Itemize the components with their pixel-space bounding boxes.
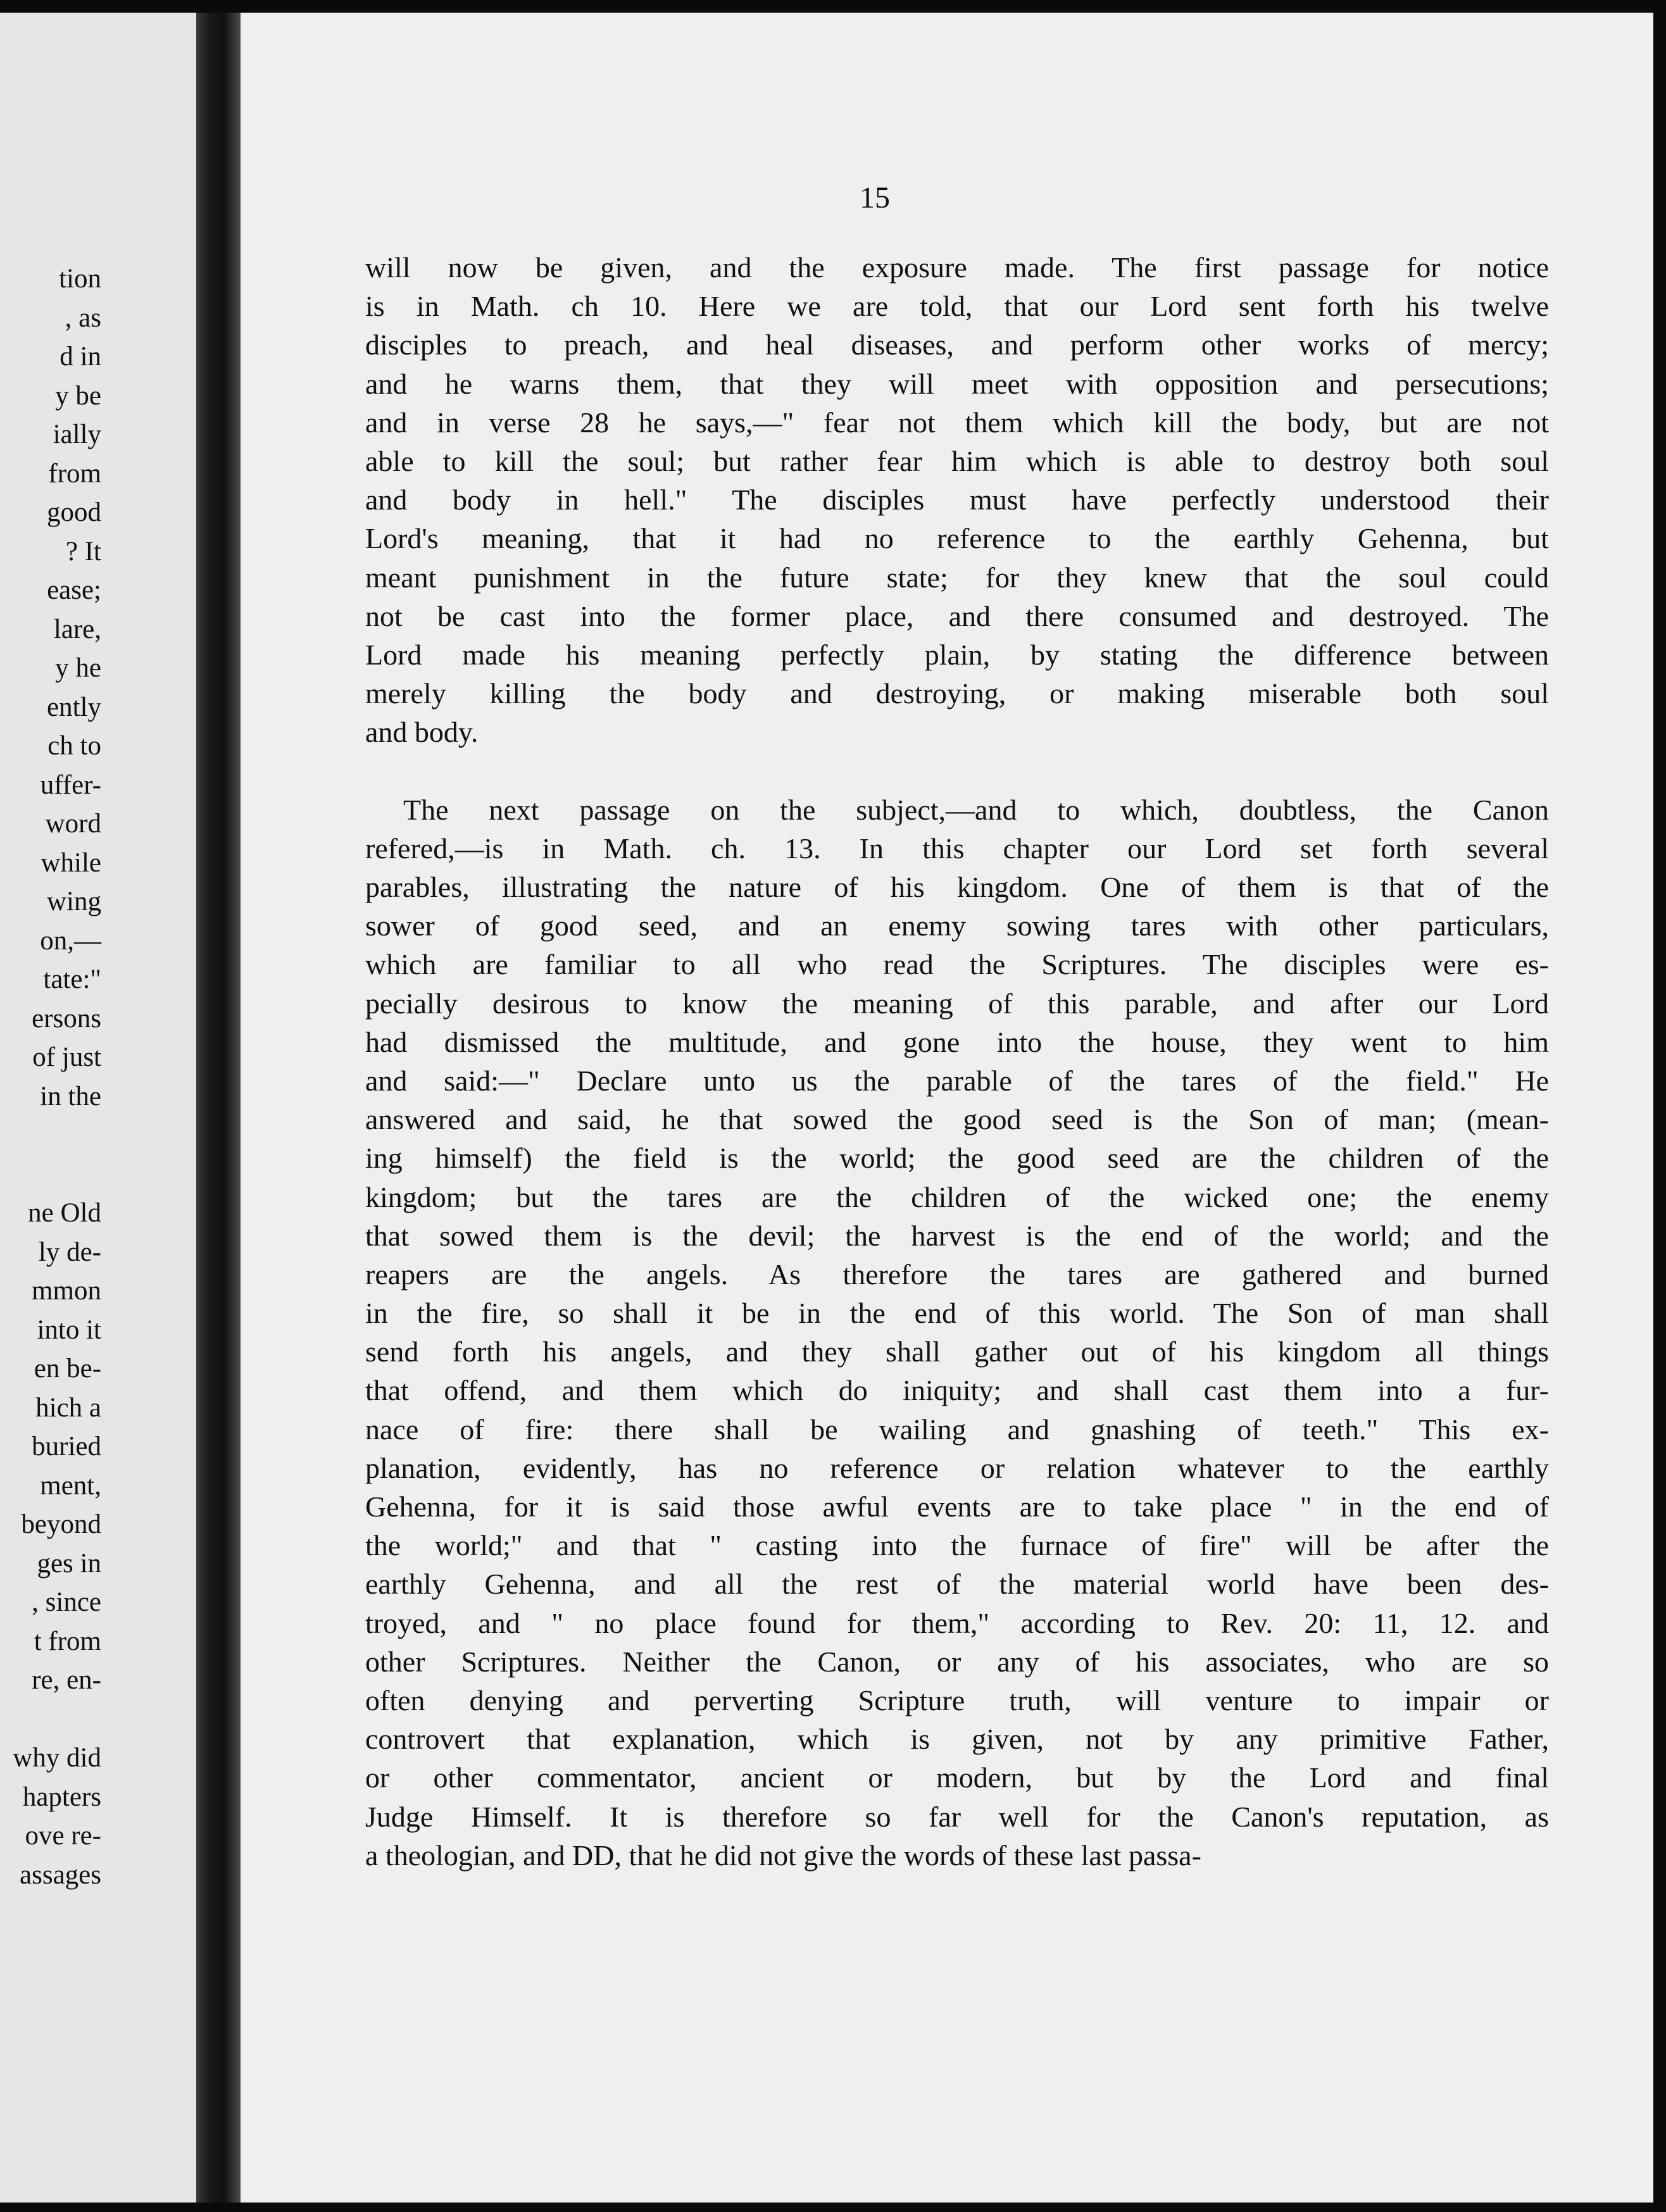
left-page-text	[0, 259, 101, 1894]
left-page-line: ment,	[40, 1470, 101, 1501]
left-page-line: ch to	[47, 731, 101, 761]
text-line: Gehenna, for it is said those awful events are to take place " in the end of	[365, 1490, 1549, 1523]
text-line: troyed, and " no place found for them," according to Rev. 20: 11, 12. and	[365, 1606, 1549, 1639]
left-page-line: re, en-	[32, 1665, 101, 1695]
text-line: send forth his angels, and they shall gather out of his kingdom all things	[365, 1335, 1549, 1368]
page-number: 15	[860, 181, 890, 215]
text-line: meant punishment in the future state; for they knew that the soul could	[365, 561, 1549, 594]
text-line: which are familiar to all who read the Scriptures. The disciples were es-	[365, 948, 1549, 981]
left-page-line: ne Old	[28, 1198, 101, 1228]
left-page-line: ially	[53, 420, 101, 449]
text-line: and said:—" Declare unto us the parable of the tares of the field." He	[365, 1064, 1549, 1097]
text-line: the world;" and that " casting into the furnace of fire" will be after the	[365, 1529, 1549, 1562]
paragraph	[365, 248, 1549, 751]
text-line: Lord made his meaning perfectly plain, by stating the difference between	[365, 638, 1549, 671]
left-page-line: tion	[59, 264, 101, 294]
text-line: other Scriptures. Neither the Canon, or any of his associates, who are so	[365, 1645, 1549, 1678]
text-line: and he warns them, that they will meet with opposition and persecutions;	[365, 367, 1549, 400]
left-page-line	[0, 1116, 101, 1155]
left-page-line: ently	[47, 692, 101, 722]
text-line: had dismissed the multitude, and gone into the house, they went to him	[365, 1025, 1549, 1058]
text-line: earthly Gehenna, and all the rest of the material world have been des-	[365, 1568, 1549, 1601]
text-line: parables, illustrating the nature of his kingdom. One of them is that of the	[365, 871, 1549, 903]
left-page-line: assages	[20, 1859, 101, 1890]
left-page-line: from	[48, 458, 101, 489]
text-line: answered and said, he that sowed the good seed is the Son of man; (mean-	[365, 1103, 1549, 1136]
left-page-line: uffer-	[40, 770, 101, 800]
left-page-line: ove re-	[25, 1821, 101, 1851]
left-page-line: , since	[32, 1587, 101, 1617]
text-line: reapers are the angels. As therefore the tares are gathered and burned	[365, 1258, 1549, 1290]
text-line: not be cast into the former place, and there consumed and destroyed. The	[365, 599, 1549, 632]
text-line: Judge Himself. It is therefore so far well for the Canon's reputation, as	[365, 1800, 1549, 1833]
left-page-line: mmon	[32, 1276, 101, 1306]
text-line: merely killing the body and destroying, or making miserable both soul	[365, 677, 1549, 710]
left-page-line: into it	[37, 1315, 101, 1345]
text-line: will now be given, and the exposure made. The first passage for notice	[365, 251, 1549, 284]
text-line: disciples to preach, and heal diseases, and perform other works of mercy;	[365, 328, 1549, 361]
text-line: is in Math. ch 10. Here we are told, that our Lord sent forth his twelve	[365, 290, 1549, 323]
text-line: in the fire, so shall it be in the end of this world. The Son of man shall	[365, 1297, 1549, 1330]
left-page-line: ersons	[32, 1003, 101, 1034]
left-page-line: lare,	[53, 614, 101, 644]
text-line: ing himself) the field is the world; the good seed are the children of the	[365, 1142, 1549, 1175]
body-text	[365, 248, 1549, 1875]
left-page-fragment	[0, 13, 196, 2203]
left-page-line: y be	[55, 380, 101, 411]
text-line: a theologian, and DD, that he did not give the words of these last passa-	[365, 1839, 1201, 1871]
left-page-line: of just	[32, 1042, 101, 1072]
left-page-line: ly de-	[38, 1237, 101, 1267]
text-line: that sowed them is the devil; the harvest is the end of the world; and the	[365, 1219, 1549, 1252]
left-page-line: y he	[55, 653, 101, 683]
text-line: Lord's meaning, that it had no reference to the earthly Gehenna, but	[365, 522, 1549, 555]
text-line: and body.	[365, 716, 479, 749]
left-page-line: on,—	[40, 925, 101, 956]
text-line: pecially desirous to know the meaning of this parable, and after our Lord	[365, 987, 1549, 1020]
left-page-line: good	[47, 497, 101, 527]
text-line: refered,—is in Math. ch. 13. In this chapter our Lord set forth several	[365, 832, 1549, 865]
book-gutter	[196, 13, 241, 2203]
text-line: often denying and perverting Scripture truth, will venture to impair or	[365, 1684, 1549, 1716]
text-line: planation, evidently, has no reference or relation whatever to the earthly	[365, 1451, 1549, 1484]
text-line: The next passage on the subject,—and to which, doubtless, the Canon	[403, 793, 1549, 826]
left-page-line: in the	[40, 1081, 101, 1111]
left-page-line: d in	[60, 342, 101, 372]
left-page-line: wing	[47, 887, 101, 916]
left-page-line: ges in	[37, 1548, 101, 1578]
left-page-line	[0, 1155, 101, 1194]
text-line: controvert that explanation, which is given, not by any primitive Father,	[365, 1723, 1549, 1756]
left-page-line: word	[45, 809, 101, 839]
left-page-line: while	[41, 847, 101, 878]
left-page-line: tate:"	[43, 965, 101, 994]
left-page-line: buried	[32, 1432, 101, 1461]
left-page-line: why did	[13, 1743, 101, 1773]
left-page-line	[0, 1700, 101, 1739]
left-page-line: beyond	[21, 1509, 101, 1539]
text-line: or other commentator, ancient or modern, but by the Lord and final	[365, 1761, 1549, 1794]
text-line: and body in hell." The disciples must have perfectly understood their	[365, 484, 1549, 516]
right-page	[241, 13, 1653, 2203]
left-page-line: , as	[65, 303, 101, 333]
left-page-line: t from	[34, 1626, 101, 1656]
text-line: that offend, and them which do iniquity; and shall cast them into a fur-	[365, 1374, 1549, 1407]
left-page-line: ? It	[65, 536, 101, 566]
text-line: and in verse 28 he says,—" fear not them which kill the body, but are not	[365, 406, 1549, 439]
text-line: kingdom; but the tares are the children of the wicked one; the enemy	[365, 1180, 1549, 1213]
left-page-line: en be-	[34, 1354, 101, 1384]
left-page-line: ease;	[47, 575, 101, 605]
left-page-line: hich a	[35, 1392, 101, 1423]
left-page-line: hapters	[22, 1782, 101, 1812]
paragraph-gap	[365, 751, 1549, 790]
text-line: able to kill the soul; but rather fear him which is able to destroy both soul	[365, 444, 1549, 477]
text-line: sower of good seed, and an enemy sowing tares with other particulars,	[365, 909, 1549, 942]
paragraph	[365, 790, 1549, 1875]
text-line: nace of fire: there shall be wailing and gnashing of teeth." This ex-	[365, 1413, 1549, 1446]
